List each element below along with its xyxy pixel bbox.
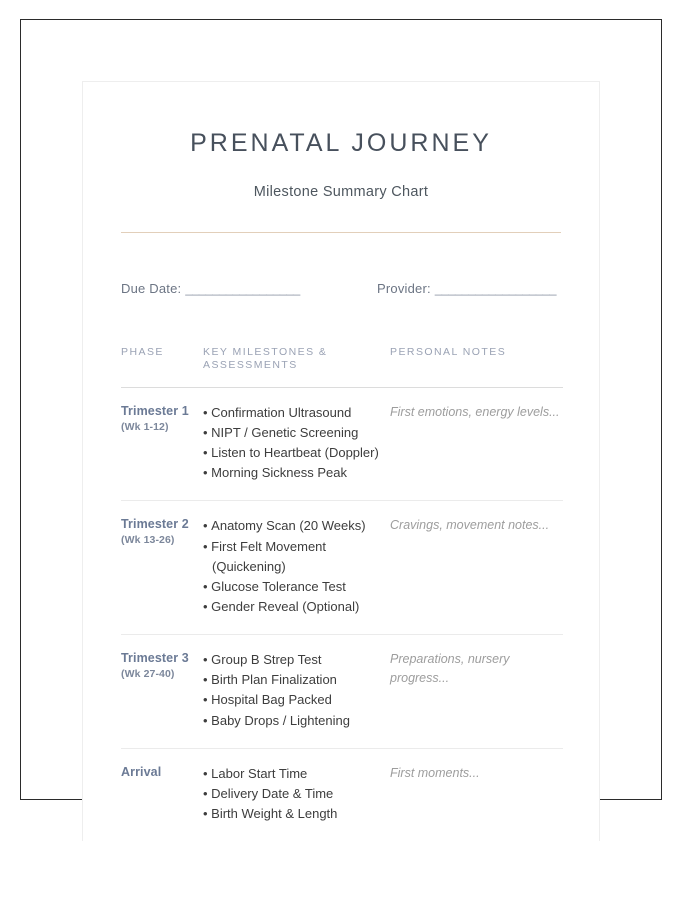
milestone-item[interactable] [203,403,390,423]
milestone-item[interactable] [203,577,390,597]
milestone-item[interactable] [203,670,390,690]
note-placeholder: Preparations, nursery progress... [390,652,510,685]
milestone-text: Birth Weight & Length [211,805,338,821]
column-header-notes: PERSONAL NOTES [390,346,563,387]
phase-label: Trimester 1 [121,403,189,418]
milestones-cell [203,635,390,749]
document-card [82,81,600,841]
phase-label: Trimester 2 [121,517,189,532]
milestone-text: Glucose Tolerance Test [211,578,346,594]
viewport-frame [20,19,662,821]
title-divider [121,232,561,233]
milestones-cell [203,748,390,841]
phase-label: Trimester 3 [121,651,189,666]
due-date-field[interactable] [121,281,377,296]
bullet-icon: • [203,765,212,781]
page-subtitle: Milestone Summary Chart [253,184,429,200]
milestone-item[interactable] [203,804,390,824]
milestone-item[interactable] [203,597,390,617]
table-row [121,387,563,501]
bullet-icon: • [203,578,212,594]
phase-week-range: (Wk 1-12) [121,420,169,433]
notes-cell[interactable] [390,501,563,635]
note-placeholder: First moments... [390,765,480,780]
milestone-item[interactable] [203,443,390,463]
due-date-label: Due Date: [121,281,182,296]
document-content [83,82,599,841]
phase-label: Arrival [121,764,162,779]
milestone-table [121,346,563,841]
bullet-icon: • [203,652,212,668]
bullet-icon: • [203,672,212,688]
milestone-item[interactable] [203,423,390,443]
bullet-icon: • [203,465,212,481]
bullet-icon: • [203,712,212,728]
bullet-icon: • [203,692,212,708]
notes-cell[interactable] [390,748,563,841]
table-row [121,635,563,749]
bullet-icon: • [203,518,212,534]
phase-week-range: (Wk 13-26) [121,534,175,547]
phase-cell [121,635,203,749]
milestone-text: Gender Reveal (Optional) [211,599,360,614]
milestone-text: Labor Start Time [211,765,308,781]
milestone-text: First Felt Movement (Quickening) [211,538,327,574]
note-placeholder: First emotions, energy levels... [390,404,560,419]
milestone-list [203,516,390,617]
phase-cell [121,501,203,635]
phase-cell [121,387,203,501]
milestone-item[interactable] [203,516,390,536]
page-title: PRENATAL JOURNEY [190,129,492,157]
note-placeholder: Cravings, movement notes... [390,518,550,533]
milestone-text: Delivery Date & Time [211,785,334,801]
milestone-text: Group B Strep Test [211,652,322,668]
milestone-text: Birth Plan Finalization [211,672,337,688]
milestone-text: Hospital Bag Packed [211,692,332,708]
bullet-icon: • [203,425,212,441]
phase-cell [121,748,203,841]
notes-cell[interactable] [390,635,563,749]
bullet-icon: • [203,785,212,801]
phase-week-range: (Wk 27-40) [121,667,175,680]
table-header-row [121,346,563,387]
milestone-text: Morning Sickness Peak [211,465,348,481]
milestone-text: Anatomy Scan (20 Weeks) [211,518,366,534]
milestone-item[interactable] [203,690,390,710]
bullet-icon: • [203,404,212,420]
provider-input[interactable]: __________________ [434,281,556,296]
column-header-phase: PHASE [121,346,203,387]
table-header [121,346,563,387]
milestone-item[interactable] [203,650,390,670]
milestone-item[interactable] [203,463,390,483]
milestone-item[interactable] [203,537,390,577]
table-row [121,748,563,841]
milestone-item[interactable] [203,784,390,804]
milestone-item[interactable] [203,711,390,731]
provider-label: Provider: [377,281,431,296]
bullet-icon: • [203,538,212,554]
bullet-icon: • [203,805,212,821]
notes-cell[interactable] [390,387,563,501]
bullet-icon: • [203,599,212,614]
due-date-input[interactable]: _________________ [185,281,300,296]
milestone-text: Confirmation Ultrasound [211,404,352,420]
milestones-cell [203,501,390,635]
milestone-text: NIPT / Genetic Screening [211,425,359,441]
milestones-cell [203,387,390,501]
bullet-icon: • [203,445,212,461]
milestone-list [203,403,390,484]
milestone-item[interactable] [203,764,390,784]
milestone-text: Listen to Heartbeat (Doppler) [211,445,379,461]
milestone-list [203,764,390,824]
column-header-milestones: KEY MILESTONES & ASSESSMENTS [203,346,390,387]
table-body [121,387,563,841]
provider-field[interactable] [377,281,556,296]
milestone-list [203,650,390,731]
milestone-text: Baby Drops / Lightening [211,712,350,728]
form-fields-row [121,281,561,296]
table-row [121,501,563,635]
